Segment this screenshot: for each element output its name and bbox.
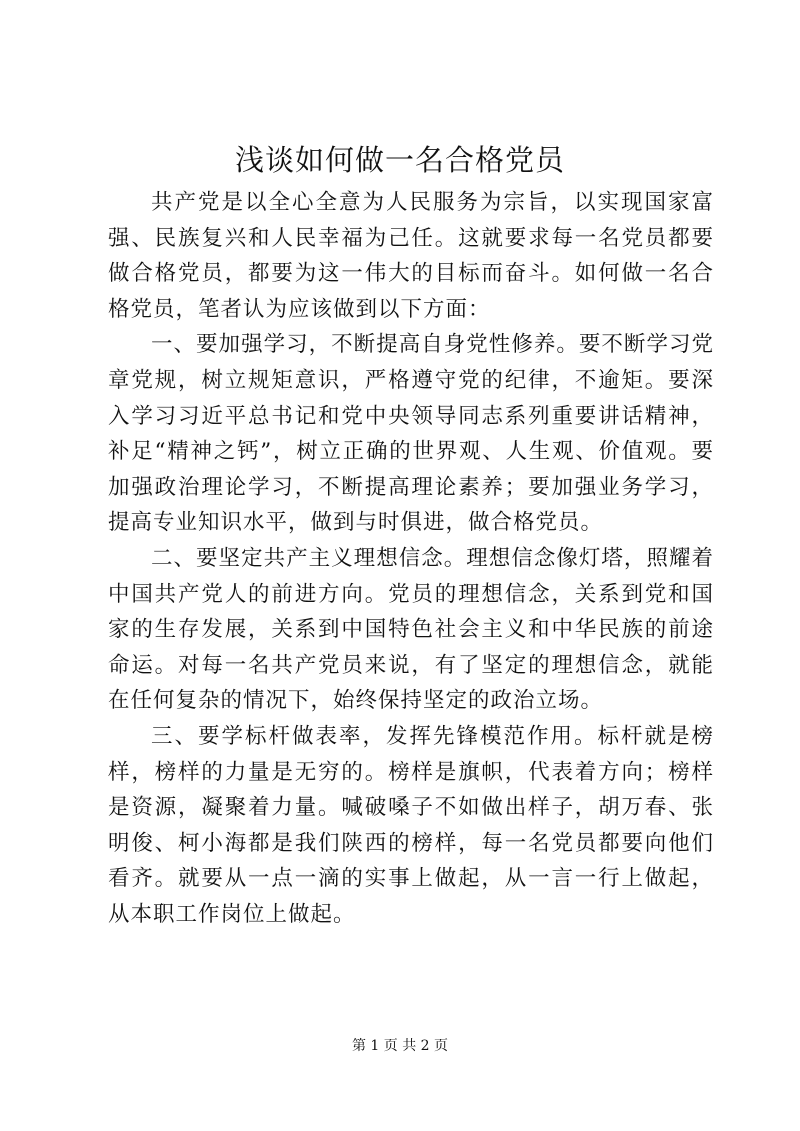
page-number-footer: 第 1 页 共 2 页: [351, 1038, 449, 1054]
paragraph-point-3: 三、要学标杆做表率，发挥先锋模范作用。标杆就是榜样，榜样的力量是无穷的。榜样是旗帜，代表着方向；榜样是资源，凝聚着力量。喊破嗓子不如做出样子，胡万春、张明俊、柯小海都是我们陕西的榜样，每一名党员都要向他们看齐。就要从一点一滴的实事上做起，从一言一行上做起，从本职工作岗位上做起。: [108, 723, 714, 927]
paragraph-intro: 共产党是以全心全意为人民服务为宗旨，以实现国家富强、民族复兴和人民幸福为己任。这就要求每一名党员都要做合格党员，都要为这一伟大的目标而奋斗。如何做一名合格党员，笔者认为应该做到以下方面：: [108, 190, 714, 322]
paragraph-point-2: 二、要坚定共产主义理想信念。理想信念像灯塔，照耀着中国共产党人的前进方向。党员的理想信念，关系到党和国家的生存发展，关系到中国特色社会主义和中华民族的前途命运。对每一名共产党员来说，有了坚定的理想信念，就能在任何复杂的情况下，始终保持坚定的政治立场。: [108, 545, 714, 714]
document-body: [108, 185, 714, 932]
document-title: 浅谈如何做一名合格党员: [234, 143, 565, 177]
paragraph-point-1: 一、要加强学习，不断提高自身党性修养。要不断学习党章党规，树立规矩意识，严格遵守党的纪律，不逾矩。要深入学习习近平总书记和党中央领导同志系列重要讲话精神，补足“精神之钙”，树立正确的世界观、人生观、价值观。要加强政治理论学习，不断提高理论素养；要加强业务学习，提高专业知识水平，做到与时俱进，做合格党员。: [108, 332, 714, 536]
